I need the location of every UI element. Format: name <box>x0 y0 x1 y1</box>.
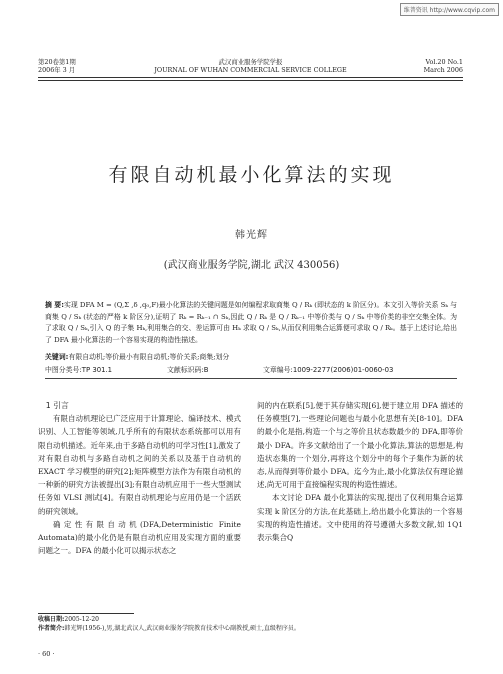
journal-name-cn: 武汉商业服务学院学报 <box>218 58 283 66</box>
author-bio-line <box>38 624 463 633</box>
keywords-text: 有限自动机;等价最小有限自动机;等价关系;商集;划分 <box>68 353 230 361</box>
footnote <box>38 615 463 633</box>
body-column-right <box>257 399 463 544</box>
abstract-text: 实现 DFA M = (Q,Σ ,δ ,q₀,F)最小化算法的关键问题是如何编程求取商集 Q / Rₖ (即状态的 k 阶区分)。本文引入等价关系 Sₖ 与商集 Q / Sₖ (状态的严格 k 阶区分),证明了 Rₖ = Rₖ₋₁ ∩ Sₖ,因此 Q / Rₖ 是 Q / Rₖ₋₁ 中等价类与 Q / Sₖ 中等价类的非空交集全体。为了求取 Q / Sₖ,引入 Q 的子集 Hₖ,利用集合的交、差运算可由 Hₖ 求取 Q / Sₖ,从而仅利用集合运算便可求取 Q / Rₖ。基于上述讨论,给出了 DFA 最小化算法的一个容易实现的构造性描述。 <box>45 301 457 344</box>
header-volume-info-en <box>424 58 463 74</box>
paper-author: 韩光辉 <box>235 230 268 241</box>
author-bio-label: 作者简介: <box>38 625 65 632</box>
watermark: 维普资讯 http://www.cqvip.com <box>400 3 499 16</box>
header-date: 2006年 3 月 <box>38 66 76 74</box>
abstract-label: 摘 要: <box>45 301 64 309</box>
received-date-line <box>38 615 463 624</box>
classification-line <box>45 365 457 376</box>
document-code: 文献标识码:B <box>167 366 209 374</box>
keywords <box>45 352 457 363</box>
clc-number: 中图分类号:TP 301.1 <box>45 366 113 374</box>
author-bio: 韩光辉(1956-),男,湖北武汉人,武汉商业服务学院教育技术中心副教授,硕士,直级程序员。 <box>64 625 300 632</box>
abstract <box>45 300 457 346</box>
journal-header <box>38 58 463 78</box>
journal-name-en: JOURNAL OF WUHAN COMMERCIAL SERVICE COLLEGE <box>154 66 347 74</box>
body-paragraph: 确定性有限自动机(DFA,Deterministic Finite Automata)的最小化仍是有限自动机应用及实现方面的重要问题之一。DFA 的最小化可以揭示状态之 <box>38 519 241 556</box>
body-paragraph: 本文讨论 DFA 最小化算法的实现,提出了仅利用集合运算实现 k 阶区分的方法,在此基础上,给出最小化算法的一个容易实现的构造性描述。文中使用的符号遵循大多数文献,如 1Q1 表示集合Q <box>257 493 463 543</box>
section-heading: 1 引言 <box>45 401 69 410</box>
received-date: 2005-12-20 <box>64 616 99 623</box>
body-column-left <box>38 399 241 557</box>
header-divider <box>38 80 463 81</box>
header-journal-name <box>38 58 463 74</box>
paper-title: 有限自动机最小化算法的实现 <box>108 164 395 186</box>
article-number: 文章编号:1009-2277(2006)01-0060-03 <box>263 366 394 374</box>
received-label: 收稿日期: <box>38 616 65 623</box>
header-volume-en: Vol.20 No.1 <box>425 58 463 66</box>
keywords-label: 关键词: <box>45 353 69 361</box>
body-paragraph: 有限自动机理论已广泛应用于计算理论、编译技术、模式识别、人工智能等领域,几乎所有的有限状态系统都可以用有限自动机描述。近年来,由于多路自动机的可学习性[1],激发了对有限自动机与多路自动机之间的关系以及基于自动机的 EXACT 学习模型的研究[2];矩阵模型方法作为有限自动机的一种新的研究方法被提出[3];有限自动机应用于一些大型测试任务如 VLSI 测试[4]。有限自动机理论与应用仍是一个活跃的研究领域。 <box>38 414 241 516</box>
abstract-divider <box>45 378 457 379</box>
header-volume: 第20卷第1期 <box>38 58 76 66</box>
header-date-en: March 2006 <box>423 66 463 74</box>
footnote-divider <box>38 613 134 614</box>
body-paragraph: 间的内在联系[5],便于其存储实现[6],便于建立用 DFA 描述的任务模型[7],一些理论问题也与最小化思想有关[8-10]。DFA 的最小化是指,构造一个与之等价且状态数最少的 DFA,即等价最小 DFA。许多文献给出了一个最小化算法,算法的思想是,构造状态集的一个划分,再将这个划分中的每个子集作为新的状态,从而得到等价最小 DFA。迄今为止,最小化算法仅有理论描述,尚无可用于直接编程实现的构造性描述。 <box>257 401 463 490</box>
page-number: · 60 · <box>38 650 55 658</box>
author-affiliation: (武汉商业服务学院,湖北 武汉 430056) <box>163 260 340 271</box>
